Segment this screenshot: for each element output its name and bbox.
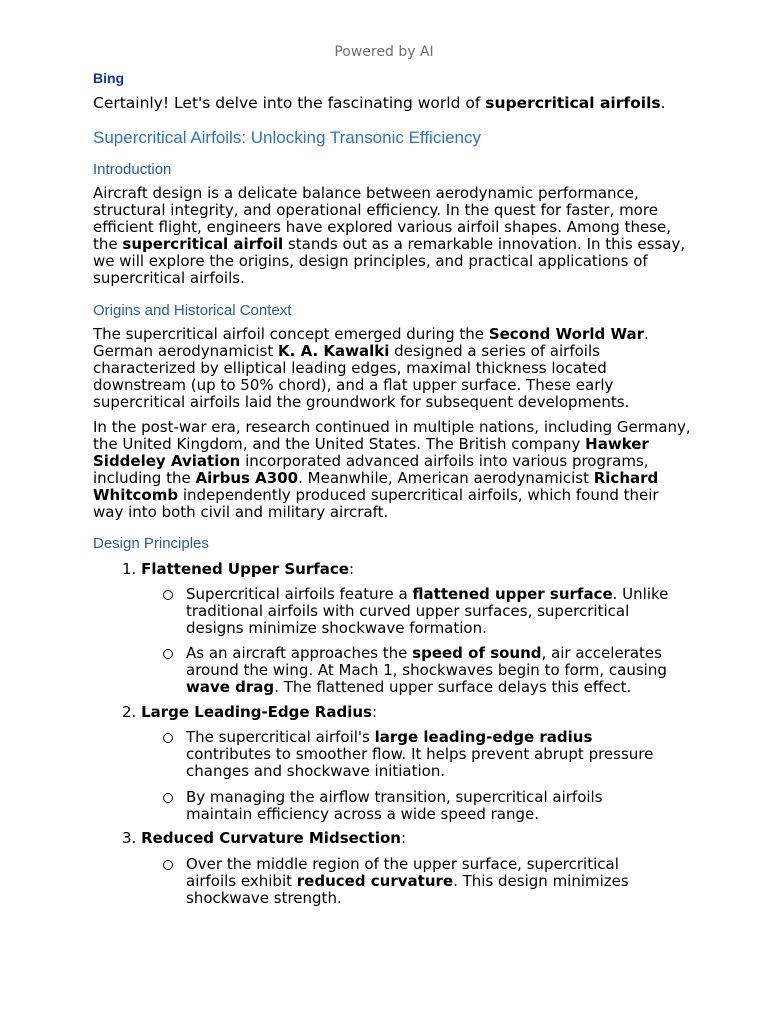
circle-bullet-icon [163,860,173,870]
list-item: Supercritical airfoils feature a flattened upper surface. Unlike traditional airfoils with curved upper surfaces, supercritical designs minimize shockwave formation. [163,586,673,637]
origins-paragraph-1: The supercritical airfoil concept emerged during the Second World War. German aerodynamicist K. A. Kawalki designed a series of airfoils characterized by elliptical leading edges, maximal thickness located downstream (up to 50% chord), and a flat upper surface. These early supercritical airfoils laid the groundwork for subsequent developments. [93,325,649,411]
intro-line: Certainly! Let's delve into the fascinating world of supercritical airfoils. [93,94,666,112]
origins-paragraph-2: In the post-war era, research continued in multiple nations, including Germany, the United Kingdom, and the United States. The British company Hawker Siddeley Aviation incorporated advanced airfoils into various programs, including the Airbus A300. Meanwhile, American aerodynamicist Richard Whitcomb independently produced supercritical airfoils, which found their way into both civil and military aircraft. [93,418,691,521]
list-item: By managing the airflow transition, supercritical airfoils maintain efficiency across a wide speed range. [163,789,673,823]
circle-bullet-icon [163,733,173,743]
heading-introduction: Introduction [93,161,172,178]
heading-design-principles: Design Principles [93,535,209,552]
list-item: As an aircraft approaches the speed of sound, air accelerates around the wing. At Mach 1, shockwaves begin to form, causing wave drag. The flattened upper surface delays this effect. [163,645,673,696]
introduction-paragraph: Aircraft design is a delicate balance between aerodynamic performance, structural integrity, and operational efficiency. In the quest for faster, more efficient flight, engineers have explored various airfoil shapes. Among these, the supercritical airfoil stands out as a remarkable innovation. In this essay, we will explore the origins, design principles, and practical applications of supercritical airfoils. [93,184,686,287]
design-item-2: 2. Large Leading-Edge Radius: [122,703,378,721]
circle-bullet-icon [163,649,173,659]
design-item-1: 1. Flattened Upper Surface: [122,560,355,578]
powered-by-label: Powered by AI [334,44,434,60]
article-title: Supercritical Airfoils: Unlocking Transonic Efficiency [93,128,482,147]
list-item: The supercritical airfoil's large leading-edge radius contributes to smoother flow. It helps prevent abrupt pressure changes and shockwave initiation. [163,729,673,780]
circle-bullet-icon [163,793,173,803]
circle-bullet-icon [163,590,173,600]
design-item-3: 3. Reduced Curvature Midsection: [122,829,407,847]
list-item: Over the middle region of the upper surface, supercritical airfoils exhibit reduced curvature. This design minimizes shockwave strength. [163,856,673,907]
heading-origins: Origins and Historical Context [93,302,292,319]
sender-name: Bing [93,70,125,86]
